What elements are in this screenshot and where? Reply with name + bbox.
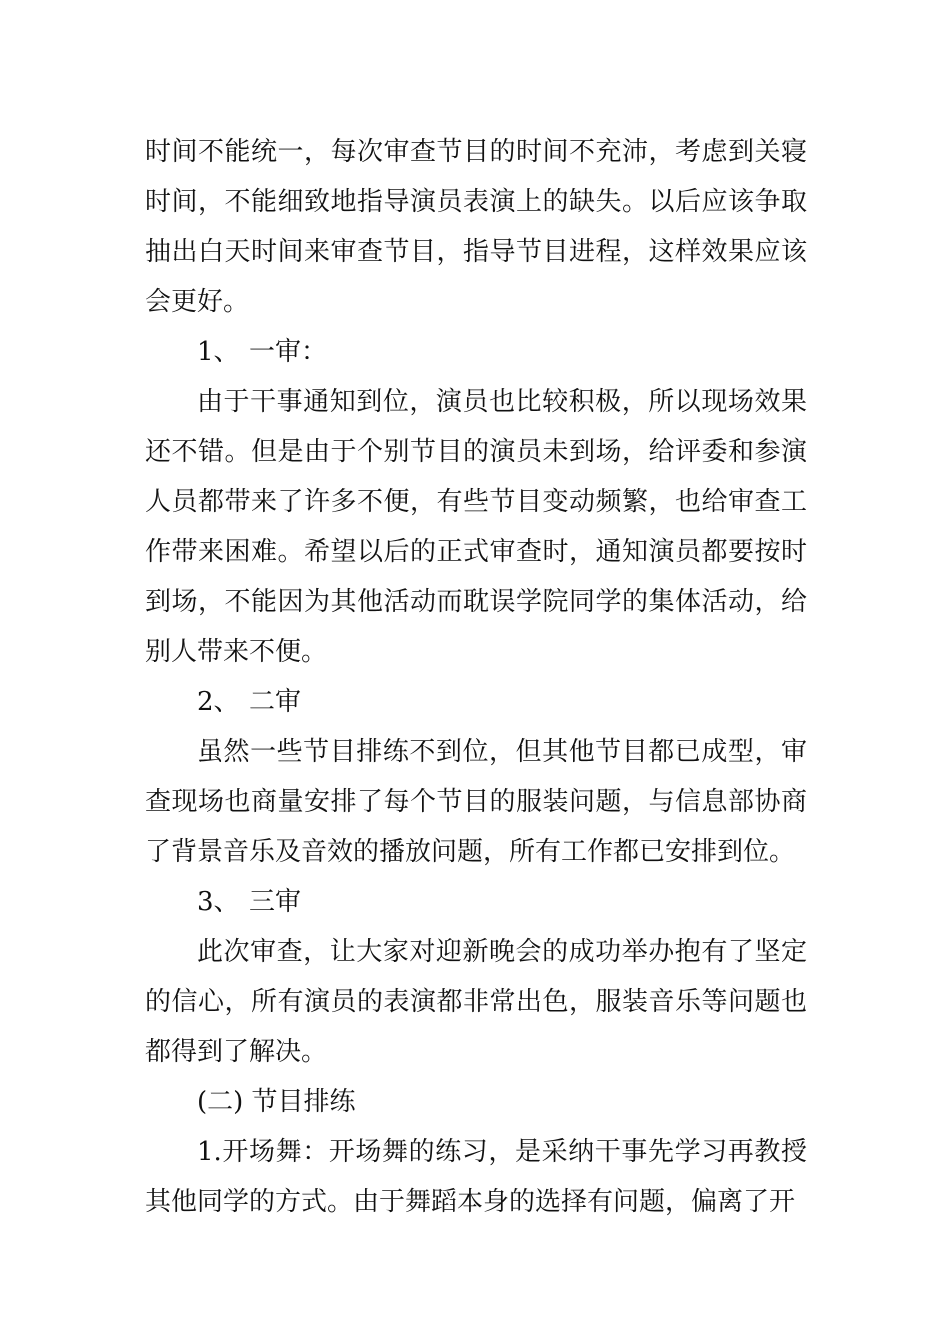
heading-rehearsal — [145, 1077, 807, 1127]
heading-title: 三审 — [249, 887, 302, 917]
paragraph-second-review: 虽然一些节目排练不到位，但其他节目都已成型，审查现场也商量安排了每个节目的服装问题，与信息部协商了背景音乐及音效的播放问题，所有工作都已安排到位。 — [145, 737, 807, 867]
heading-third-review — [145, 877, 807, 927]
heading-first-review — [145, 327, 807, 377]
heading-number: 2、 — [197, 687, 240, 717]
paragraph-first-review: 由于干事通知到位，演员也比较积极，所以现场效果还不错。但是由于个别节目的演员未到场，给评委和参演人员都带来了许多不便，有些节目变动频繁，也给审查工作带来困难。希望以后的正式审查时，通知演员都要按时到场，不能因为其他活动而耽误学院同学的集体活动，给别人带来不便。 — [145, 387, 807, 667]
document-body — [145, 127, 807, 1227]
heading-second-review — [145, 677, 807, 727]
paragraph-third-review: 此次审查，让大家对迎新晚会的成功举办抱有了坚定的信心，所有演员的表演都非常出色，服装音乐等问题也都得到了解决。 — [145, 937, 807, 1067]
heading-title: 二审 — [249, 687, 302, 717]
paragraph-continued: 时间不能统一，每次审查节目的时间不充沛，考虑到关寝时间，不能细致地指导演员表演上的缺失。以后应该争取抽出白天时间来审查节目，指导节目进程，这样效果应该会更好。 — [145, 137, 807, 317]
heading-title: 一审： — [249, 337, 328, 367]
heading-number: 1、 — [197, 337, 240, 367]
heading-number: 3、 — [197, 887, 240, 917]
paragraph-opening-dance: 1.开场舞：开场舞的练习，是采纳干事先学习再教授其他同学的方式。由于舞蹈本身的选择有问题，偏离了开 — [145, 1137, 807, 1217]
heading-title: (二) 节目排练 — [197, 1087, 356, 1117]
